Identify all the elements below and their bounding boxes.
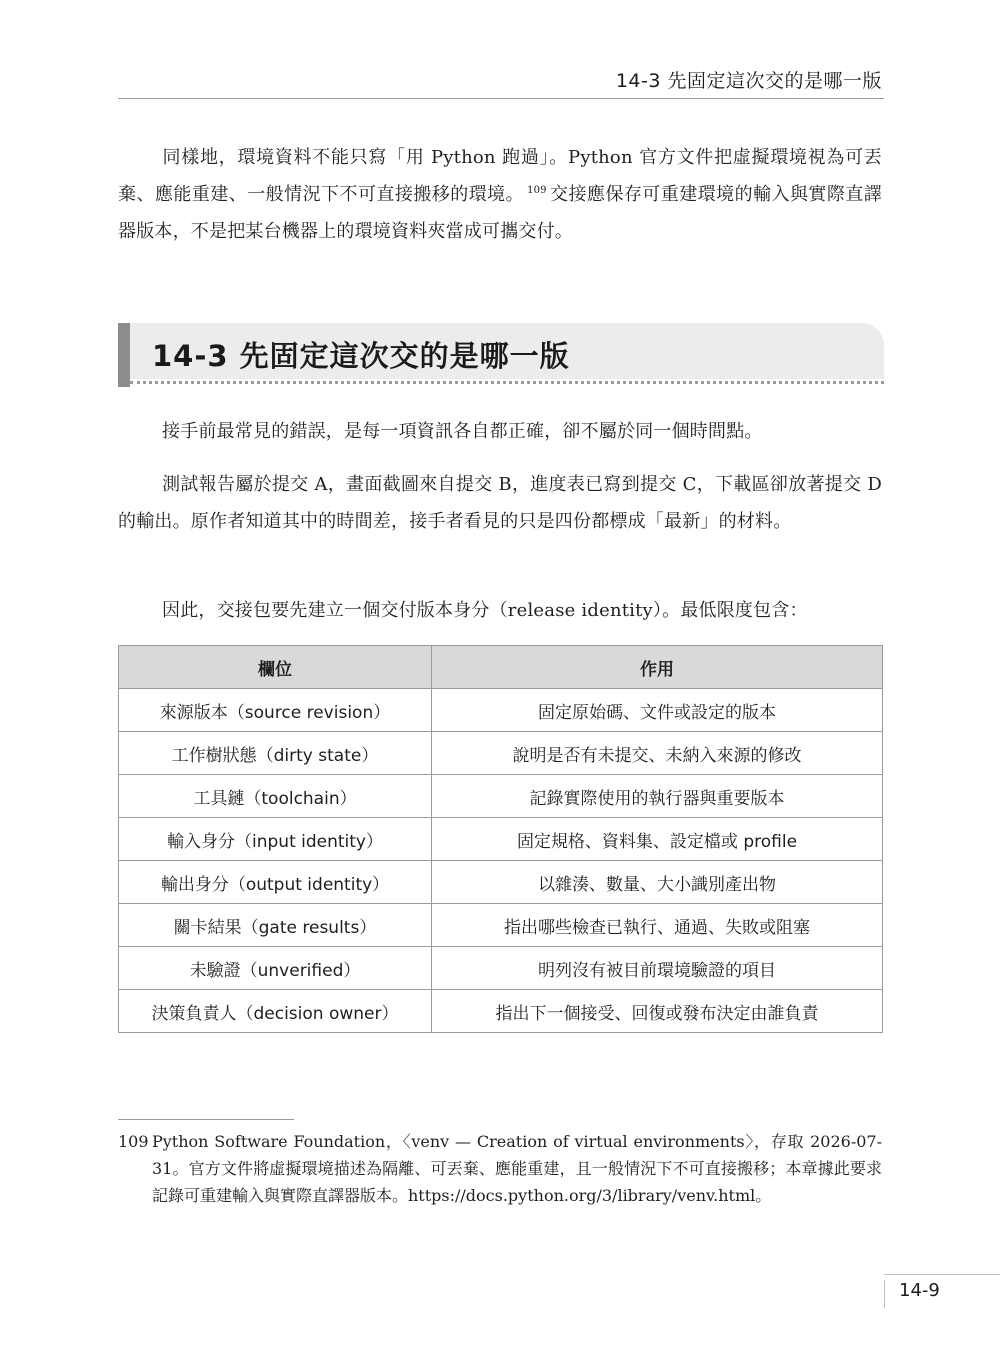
paragraph-text: 測試報告屬於提交 A，畫面截圖來自提交 B，進度表已寫到提交 C，下載區卻放著提交 D 的輸出。原作者知道其中的時間差，接手者看見的只是四份都標成「最新」的材料。 [118,474,882,532]
table-row [119,861,883,904]
table-cell-purpose: 固定規格、資料集、設定檔或 profile [432,818,883,861]
table-row [119,732,883,775]
table-row [119,689,883,732]
body-paragraph-1 [118,139,882,250]
table-cell-field: 工作樹狀態（dirty state） [119,732,432,775]
section-title: 14-3 先固定這次交的是哪一版 [152,339,570,373]
table-cell-purpose: 以雜湊、數量、大小識別產出物 [432,861,883,904]
table-cell-field: 來源版本（source revision） [119,689,432,732]
table-header-row [119,646,883,689]
column-header-purpose: 作用 [432,646,883,689]
table-cell-purpose: 明列沒有被目前環境驗證的項目 [432,947,883,990]
column-header-field: 欄位 [119,646,432,689]
table-cell-purpose: 記錄實際使用的執行器與重要版本 [432,775,883,818]
footnote-reference[interactable]: 109 [527,185,547,196]
table-cell-field: 輸入身分（input identity） [119,818,432,861]
table-cell-field: 關卡結果（gate results） [119,904,432,947]
paragraph-text: 同樣地，環境資料不能只寫「用 Python 跑過」。Python 官方文件把虛擬環境視為可丟棄、應能重建、一般情況下不可直接搬移的環境。 [118,147,882,205]
footnote-text: Python Software Foundation，〈venv — Creation of virtual environments〉，存取 2026-07-31。官方文件將虛擬環境描述為隔離、可丟棄、應能重建，且一般情況下不可直接搬移；本章據此要求記錄可重建輸入與實際直譯器版本。https://docs.python.org/3/library/venv.html。 [152,1132,882,1205]
body-paragraph-2 [118,413,882,450]
footnote [118,1128,882,1209]
table-cell-field: 決策負責人（decision owner） [119,990,432,1033]
body-paragraph-3 [118,466,882,540]
table-row [119,947,883,990]
table-cell-field: 工具鏈（toolchain） [119,775,432,818]
table-cell-purpose: 指出哪些檢查已執行、通過、失敗或阻塞 [432,904,883,947]
table-row [119,990,883,1033]
footnote-number: 109 [118,1132,149,1151]
heading-accent-bar [118,323,130,387]
table-cell-purpose: 指出下一個接受、回復或發布決定由誰負責 [432,990,883,1033]
running-header [118,58,884,99]
table-row [119,818,883,861]
table-row [119,775,883,818]
release-identity-table [118,645,883,1033]
page-number-rule [884,1274,1000,1275]
table-cell-purpose: 固定原始碼、文件或設定的版本 [432,689,883,732]
body-paragraph-4 [118,592,882,629]
paragraph-text: 因此，交接包要先建立一個交付版本身分（release identity）。最低限度包含： [162,600,808,621]
footnote-divider [118,1119,294,1120]
table-cell-field: 未驗證（unverified） [119,947,432,990]
paragraph-text: 交接應保存可重建環境的輸入與實際直譯器版本，不是把某台機器上的環境資料夾當成可攜交付。 [118,184,882,242]
section-heading [118,323,884,387]
running-header-title: 14-3 先固定這次交的是哪一版 [615,70,882,92]
paragraph-text: 接手前最常見的錯誤，是每一項資訊各自都正確，卻不屬於同一個時間點。 [162,421,763,442]
table-cell-purpose: 說明是否有未提交、未納入來源的修改 [432,732,883,775]
table-row [119,904,883,947]
heading-dotted-rule [130,381,884,384]
page-number: 14-9 [884,1280,1000,1308]
table-cell-field: 輸出身分（output identity） [119,861,432,904]
